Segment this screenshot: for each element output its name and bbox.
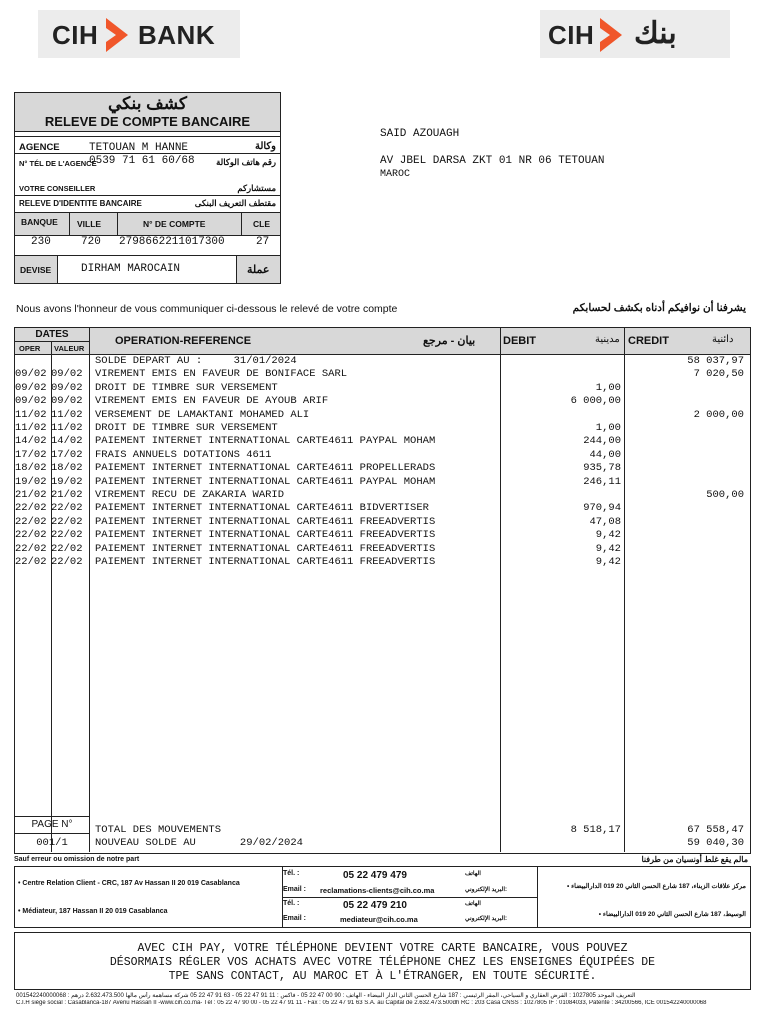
tel-agence-value: 0539 71 61 60/68	[89, 155, 195, 167]
devise-label: DEVISE	[20, 265, 52, 275]
page-label: PAGE N°	[31, 819, 73, 830]
total-credit: 67 558,47	[687, 824, 744, 836]
credit-amount: 7 020,50	[693, 368, 744, 381]
operation-reference: FRAIS ANNUELS DOTATIONS 4611	[95, 448, 272, 461]
ville-label: VILLE	[77, 219, 102, 229]
debit-header: DEBIT	[503, 335, 536, 347]
mediateur-address-ar: • الوسيط، 187 شارع الحسن الثاني 20 019 الدارالبيضاء	[598, 911, 746, 918]
crc-email[interactable]: reclamations-clients@cih.co.ma	[320, 886, 435, 895]
debit-amount: 244,00	[583, 435, 621, 448]
compte-label: N° DE COMPTE	[143, 219, 206, 229]
conseiller-label-ar: مستشاركم	[237, 183, 276, 193]
value-date: 22/02	[51, 556, 83, 568]
ville-value: 720	[81, 236, 101, 248]
table-row	[15, 409, 750, 422]
logo-left-bank-text: BANK	[138, 20, 216, 50]
disclaimer-ar: مالم يقع غلط أونسيان من طرفنا	[641, 855, 748, 864]
operation-reference: PAIEMENT INTERNET INTERNATIONAL CARTE4611 PAYPAL MOHAM	[95, 475, 436, 488]
conseiller-label: VOTRE CONSEILLER	[19, 184, 96, 193]
operation-reference: PAIEMENT INTERNET INTERNATIONAL CARTE4611 FREEADVERTIS	[95, 529, 436, 542]
debit-amount: 1,00	[595, 422, 621, 434]
intro-text-ar: يشرفنا أن نوافيكم أدناه بكشف لحسابكم	[572, 302, 746, 314]
rib-label-ar: مقتطف التعريف البنكى	[194, 198, 276, 208]
cle-value: 27	[256, 236, 270, 248]
credit-header: CREDIT	[628, 335, 669, 347]
legal-footer-ar: 001542240000068 : التعريف الموحد 1027805 : القرض العقاري و السياحي، المقر الرئيسي : 187 شارع الحسن الثاني الدار البيضاء - الهاتف : 90 00 47 22 05 - فاكس : 11 91 47 22 05 - 63 91 47 22 05 شركة مساهمة رأس مالها 2.632.473.500 درهم	[16, 993, 636, 999]
statement-title-ar: كشف بنكي	[108, 94, 187, 113]
chevron-logo-icon	[104, 18, 130, 52]
cih-bank-logo-left	[38, 10, 240, 58]
statement-title: RELEVE DE COMPTE BANCAIRE	[44, 114, 251, 129]
client-name: SAID AZOUAGH	[380, 128, 460, 140]
operation-reference: VIREMENT EMIS EN FAVEUR DE AYOUB ARIF	[95, 395, 329, 408]
value-date: 09/02	[51, 368, 83, 381]
promo-line-2: DÉSORMAIS RÉGLER VOS ACHATS AVEC VOTRE TÉLÉPHONE CHEZ LES ENSEIGNES ÉQUIPÉES DE	[109, 956, 656, 969]
operation-reference: PAIEMENT INTERNET INTERNATIONAL CARTE4611 FREEADVERTIS	[95, 515, 436, 528]
debit-amount: 9,42	[595, 529, 621, 542]
tel-agence-label-ar: رقم هاتف الوكالة	[216, 157, 276, 167]
debit-amount: 1,00	[595, 381, 621, 394]
oper-date: 22/02	[15, 556, 47, 568]
value-date: 11/02	[51, 408, 83, 421]
oper-date: 22/02	[15, 529, 47, 542]
oper-date: 09/02	[15, 395, 47, 408]
chevron-logo-icon	[598, 18, 624, 52]
operation-header: OPERATION-REFERENCE	[115, 335, 252, 347]
debit-amount: 246,11	[583, 475, 621, 488]
oper-date: 17/02	[15, 448, 47, 461]
devise-label-ar: عملة	[247, 264, 270, 276]
mediateur-email-label: Email :	[283, 915, 306, 922]
table-row	[15, 543, 750, 556]
value-date: 09/02	[51, 395, 83, 408]
table-row	[15, 529, 750, 542]
banque-label: BANQUE	[21, 217, 58, 227]
table-row	[15, 556, 750, 569]
table-row	[15, 435, 750, 448]
mediateur-tel-label: Tél. :	[283, 900, 300, 907]
table-row	[15, 395, 750, 408]
mediateur-address: • Médiateur, 187 Hassan II 20 019 Casablanca	[18, 908, 168, 915]
value-date: 09/02	[51, 381, 83, 394]
credit-amount: 58 037,97	[687, 355, 744, 367]
promo-line-1: AVEC CIH PAY, VOTRE TÉLÉPHONE DEVIENT VOTRE CARTE BANCAIRE, VOUS POUVEZ	[137, 942, 628, 955]
debit-header-ar: مدينية	[595, 334, 620, 345]
oper-date: 21/02	[15, 489, 47, 501]
table-row	[15, 462, 750, 475]
valeur-header: VALEUR	[54, 344, 85, 353]
new-balance-credit: 59 040,30	[687, 837, 744, 849]
rib-label: RELEVE D'IDENTITE BANCAIRE	[19, 199, 142, 208]
table-row	[15, 489, 750, 502]
operation-header-ar: بيان - مرجع	[423, 335, 476, 347]
credit-header-ar: دائنية	[712, 334, 734, 345]
table-row	[15, 516, 750, 529]
table-row	[15, 368, 750, 381]
legal-footer: C.I.H siège social : Casablanca-187 Avenu Hassan II -www.cih.co.ma- Tél : 05 22 47 90 00 - 05 22 47 91 11 - Fax : 05 22 47 91 63 S.A. au Capital de 2.632.473.500dh RC : 203 Casa CNSS : 1027805 IF : 01084033, Patente : 34200566, ICE 001542240000068	[16, 1000, 707, 1006]
debit-amount: 44,00	[589, 448, 621, 461]
debit-amount: 970,94	[583, 502, 621, 515]
value-date: 22/02	[51, 542, 83, 555]
tel-agence-label: N° TÉL DE L'AGENCE	[19, 159, 97, 168]
value-date: 22/02	[51, 502, 83, 515]
oper-date: 14/02	[15, 435, 47, 448]
cih-bank-logo-right	[540, 10, 730, 58]
oper-date: 19/02	[15, 475, 47, 488]
operation-reference: PAIEMENT INTERNET INTERNATIONAL CARTE4611 FREEADVERTIS	[95, 556, 436, 568]
debit-amount: 47,08	[589, 515, 621, 528]
value-date: 22/02	[51, 529, 83, 542]
table-row	[15, 449, 750, 462]
debit-amount: 9,42	[595, 556, 621, 568]
operation-reference: VIREMENT EMIS EN FAVEUR DE BONIFACE SARL	[95, 368, 348, 381]
crc-email-label: Email :	[283, 886, 306, 893]
value-date: 14/02	[51, 435, 83, 448]
client-country: MAROC	[380, 169, 411, 180]
value-date: 17/02	[51, 448, 83, 461]
account-identity-box	[14, 92, 281, 284]
promo-box	[14, 932, 751, 990]
operation-reference: PAIEMENT INTERNET INTERNATIONAL CARTE4611 PAYPAL MOHAM	[95, 435, 436, 448]
value-date: 21/02	[51, 489, 83, 501]
disclaimer: Sauf erreur ou omission de notre part	[14, 856, 140, 863]
transactions-table	[14, 327, 751, 854]
mediateur-phone: 05 22 479 210	[343, 900, 407, 911]
mediateur-tel-label-ar: الهاتف	[465, 901, 481, 907]
crc-address-ar: • مركز علاقات الزبناء، 187 شارع الحسن الثاني 20 019 الدارالبيضاء	[567, 883, 746, 890]
mediateur-email[interactable]: mediateur@cih.co.ma	[340, 915, 418, 924]
table-row	[15, 476, 750, 489]
crc-phone: 05 22 479 479	[343, 870, 407, 881]
operation-reference: VIREMENT RECU DE ZAKARIA WARID	[95, 489, 285, 501]
intro-text: Nous avons l'honneur de vous communiquer ci-dessous le relevé de votre compte	[16, 303, 398, 315]
oper-date: 22/02	[15, 502, 47, 515]
agence-value: TETOUAN M HANNE	[89, 142, 189, 154]
credit-amount: 2 000,00	[693, 408, 744, 421]
banque-value: 230	[31, 236, 51, 248]
total-label: TOTAL DES MOUVEMENTS	[95, 824, 222, 836]
agence-label-ar: وكالة	[254, 141, 276, 152]
credit-amount: 500,00	[706, 489, 744, 501]
operation-reference: PAIEMENT INTERNET INTERNATIONAL CARTE4611 FREEADVERTIS	[95, 542, 436, 555]
page-value: 001/1	[36, 837, 68, 849]
operation-reference: PAIEMENT INTERNET INTERNATIONAL CARTE4611 BIDVERTISER	[95, 502, 429, 515]
total-debit: 8 518,17	[570, 824, 621, 836]
value-date: 11/02	[51, 422, 83, 434]
logo-left-text: CIH	[52, 20, 99, 50]
crc-tel-label: Tél. :	[283, 870, 300, 877]
debit-amount: 6 000,00	[570, 395, 621, 408]
operation-reference: SOLDE DEPART AU : 31/01/2024	[95, 355, 297, 367]
debit-amount: 9,42	[595, 542, 621, 555]
client-address: AV JBEL DARSA ZKT 01 NR 06 TETOUAN	[380, 155, 605, 167]
table-row	[15, 382, 750, 395]
value-date: 22/02	[51, 515, 83, 528]
value-date: 18/02	[51, 462, 83, 475]
logo-right-arabic-text: بنك	[634, 17, 677, 50]
oper-date: 18/02	[15, 462, 47, 475]
dates-header: DATES	[35, 329, 69, 340]
oper-date: 22/02	[15, 515, 47, 528]
crc-email-label-ar: البريد الإلكتروني:	[465, 887, 508, 893]
debit-amount: 935,78	[583, 462, 621, 475]
logo-right-text: CIH	[548, 20, 595, 50]
promo-line-3: TPE SANS CONTACT, AU MAROC ET À L'ÉTRANGER, EN TOUTE SÉCURITÉ.	[168, 970, 597, 983]
oper-date: 11/02	[15, 422, 47, 434]
table-row	[15, 422, 750, 435]
cle-label: CLE	[253, 219, 270, 229]
crc-tel-label-ar: الهاتف	[465, 871, 481, 877]
oper-date: 22/02	[15, 542, 47, 555]
contact-box	[14, 866, 751, 928]
agence-label: AGENCE	[19, 142, 60, 153]
operation-reference: DROIT DE TIMBRE SUR VERSEMENT	[95, 381, 278, 394]
operation-reference: VERSEMENT DE LAMAKTANI MOHAMED ALI	[95, 408, 310, 421]
crc-address: • Centre Relation Client - CRC, 187 Av Hassan II 20 019 Casablanca	[18, 880, 240, 887]
value-date: 19/02	[51, 475, 83, 488]
table-row	[15, 355, 750, 368]
oper-date: 09/02	[15, 368, 47, 381]
operation-reference: DROIT DE TIMBRE SUR VERSEMENT	[95, 422, 278, 434]
oper-header: OPER	[19, 344, 41, 353]
oper-date: 11/02	[15, 408, 47, 421]
new-balance-label: NOUVEAU SOLDE AU 29/02/2024	[95, 837, 303, 849]
table-row	[15, 502, 750, 515]
mediateur-email-label-ar: البريد الإلكتروني:	[465, 916, 508, 922]
devise-value: DIRHAM MAROCAIN	[81, 263, 181, 275]
operation-reference: PAIEMENT INTERNET INTERNATIONAL CARTE4611 PROPELLERADS	[95, 462, 436, 475]
compte-value: 2798662211017300	[119, 236, 225, 248]
oper-date: 09/02	[15, 381, 47, 394]
statement-title-block	[15, 93, 280, 132]
